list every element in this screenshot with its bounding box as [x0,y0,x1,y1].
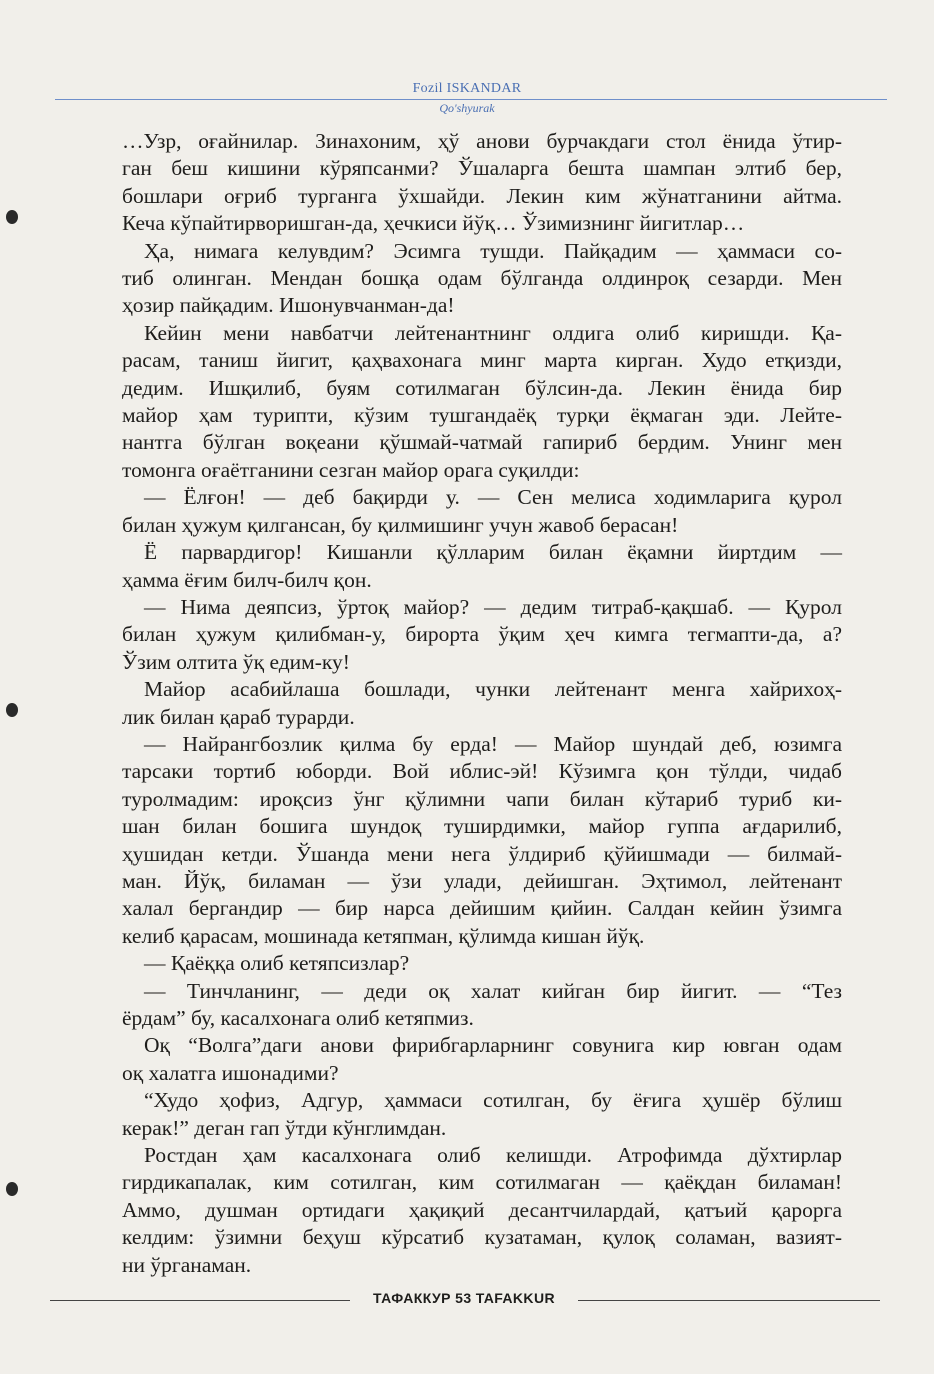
text-line: Майор асабийлаша бошлади, чунки лейтенант менга хайрихоҳ- [144,677,842,702]
text-line: Ўзим олтита ўқ едим-ку! [122,649,350,674]
text-line: келдим: ўзимни беҳуш кўрсатиб кузатаман, қулоқ соламан, вазият- [122,1225,842,1250]
text-line: келиб қарасам, мошинада кетяпман, қўлимда кишан йўқ. [122,923,645,948]
page-footer [0,1288,934,1312]
footer-rule-right [578,1300,880,1301]
text-line: — Қаёққа олиб кетяпсизлар? [144,951,410,976]
text-line: Ё парвардигор! Кишанли қўлларим билан ёқамни йиртдим — [144,540,842,565]
text-line: ни ўрганаман. [122,1252,252,1277]
text-line: — Тинчланинг, — деди оқ халат кийган бир йигит. — “Тез [144,978,842,1003]
running-header-title: Qo'shyurak [439,101,495,115]
text-line: дедим. Ишқилиб, буям сотилмаган бўлсин-да. Лекин ёнида бир [122,375,842,400]
binder-hole-middle [6,703,18,717]
text-line: тиб олинган. Мендан бошқа одам бўлганда олдинроқ сезарди. Мен [122,266,842,291]
text-line: расам, таниш йигит, қаҳвахонага минг марта кирган. Худо етқизди, [122,348,842,373]
text-line: Аммо, душман ортидаги ҳақиқий десантчилардай, қатъий қарорга [122,1197,842,1222]
text-line: Ростдан ҳам касалхонага олиб келишди. Атрофимда дўхтирлар [144,1143,842,1168]
text-line: туролмадим: ироқсиз ўнг қўлимни чапи билан кўтариб туриб ки- [122,786,842,811]
text-line: билан ҳужум қилгансан, бу қилмишинг учун жавоб берасан! [122,512,679,537]
text-line: ёрдам” бу, касалхонага олиб кетяпмиз. [122,1006,474,1030]
text-line: Кеча кўпайтирворишган-да, ҳечкиси йўқ… Ўзимизнинг йигитлар… [122,211,745,236]
text-line: ман. Йўқ, биламан — ўзи улади, дейишган. Эҳтимол, лейтенант [122,868,842,893]
text-line: майор ҳам турипти, кўзим тушгандаёқ турқи ёқмаган эди. Лейте- [122,403,842,428]
footer-rule-left [50,1300,350,1301]
text-line: билан ҳужум қилибман-у, бирорта ўқим ҳеч кимга тегмапти-да, а? [122,622,842,647]
text-line: лик билан қараб турарди. [122,704,355,729]
text-line: халал бергандир — бир нарса дейишим қийин. Салдан кейин ўзимга [122,896,842,921]
text-line: бошлари оғриб турганга ўхшайди. Лекин ким жўнатганини айтма. [122,183,842,208]
text-line: ҳушидан кетди. Ўшанда мени нега ўлдириб қўйишмади — билмай- [122,841,842,866]
text-line: ган беш кишини кўряпсанми? Ўшаларга бешта шампан элтиб бер, [122,156,842,181]
text-line: Оқ “Волга”даги анови фирибгарларнинг совунига кир ювган одам [144,1033,842,1058]
text-line: Ҳа, нимага келувдим? Эсимга тушди. Пайқадим — ҳаммаси со- [144,238,842,263]
text-line: — Ёлғон! — деб бақирди у. — Сен мелиса ходимларига қурол [144,485,842,510]
text-line: тарсаки тортиб юборди. Вой иблис-эй! Кўзимга қон тўлди, чидаб [122,759,842,784]
text-line: оқ халатга ишонадими? [122,1060,339,1085]
text-line: “Худо ҳофиз, Адгур, ҳаммаси сотилган, бу ёғига ҳушёр бўлиш [144,1088,842,1113]
text-line: ҳамма ёғим билч-билч қон. [122,567,372,592]
text-line: ҳозир пайқадим. Ишонувчанман-да! [122,293,455,318]
text-line: нантга бўлган воқеани қўшмай-чатмай гапириб бердим. Унинг мен [122,430,842,455]
running-header [0,80,934,116]
text-line: шан билан бошига шундоқ туширдимки, майор гуппа ағдарилиб, [122,814,842,839]
header-rule [55,99,887,100]
body-text [122,128,842,1279]
text-line: томонга оғаётганини сезган майор орага суқилди: [122,457,580,482]
text-line: …Узр, оғайнилар. Зинахоним, ҳў анови бурчакдаги стол ёнида ўтир- [122,129,842,153]
text-line: керак!” деган гап ўтди кўнглимдан. [122,1115,447,1140]
running-header-author: Fozil ISKANDAR [412,81,522,96]
text-line: Кейин мени навбатчи лейтенантнинг олдига олиб киришди. Қа- [144,320,842,345]
text-line: гирдикапалак, ким сотилган, ким сотилмаган — қаёқдан биламан! [122,1170,842,1195]
binder-hole-top [6,210,18,224]
footer-page-label: ТАФАККУР 53 TAFAKKUR [373,1290,555,1306]
text-line: — Найрангбозлик қилма бу ерда! — Майор шундай деб, юзимга [144,731,842,756]
binder-hole-bottom [6,1182,18,1196]
text-line: — Нима деяпсиз, ўртоқ майор? — дедим титраб-қақшаб. — Қурол [144,594,842,619]
